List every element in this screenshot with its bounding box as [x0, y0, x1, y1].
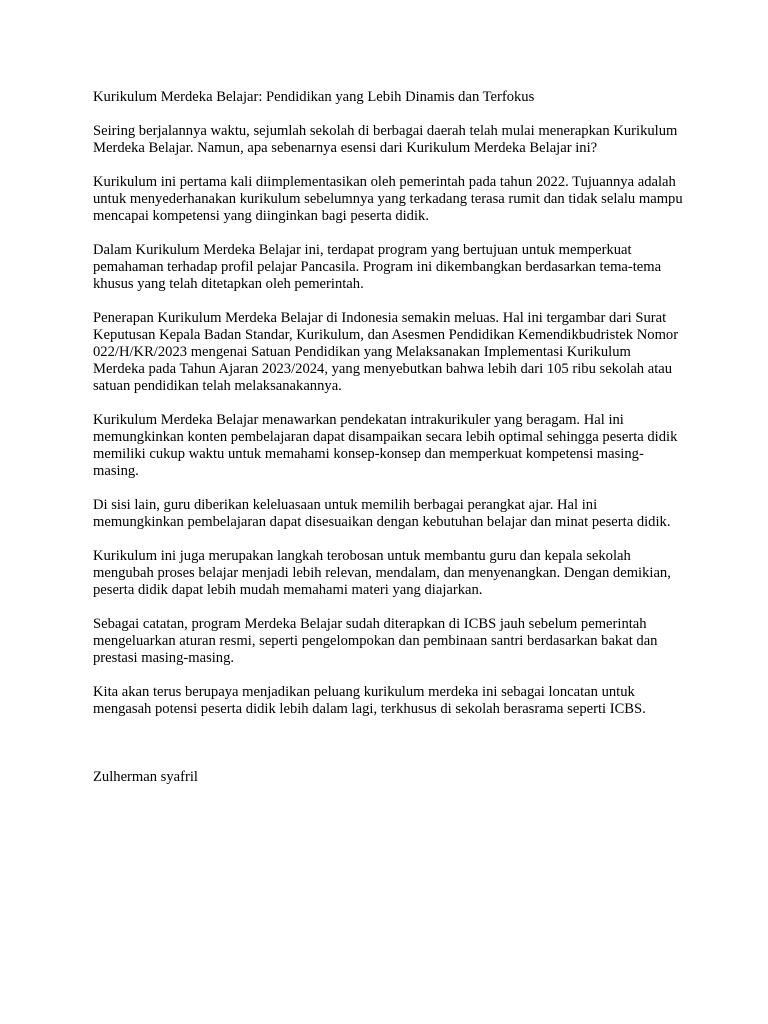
author-name: Zulherman syafril — [93, 769, 198, 785]
spacer — [93, 735, 683, 769]
paragraph: Sebagai catatan, program Merdeka Belajar sudah diterapkan di ICBS jauh sebelum pemerintah mengeluarkan aturan resmi, seperti pengelompokan dan pembinaan santri berdasarkan bakat dan prestasi masing-masing. — [93, 616, 658, 666]
paragraph: Kurikulum Merdeka Belajar menawarkan pendekatan intrakurikuler yang beragam. Hal ini memungkinkan konten pembelajaran dapat disampaikan secara lebih optimal sehingga peserta didik memiliki cukup waktu untuk memahami konsep-konsep dan memperkuat kompetensi masing-masing. — [93, 412, 678, 479]
paragraph: Penerapan Kurikulum Merdeka Belajar di Indonesia semakin meluas. Hal ini tergambar dari Surat Keputusan Kepala Badan Standar, Kurikulum, dan Asesmen Pendidikan Kemendikbudristek Nomor 022/H/KR/2023 mengenai Satuan Pendidikan yang Melaksanakan Implementasi Kurikulum Merdeka pada Tahun Ajaran 2023/2024, yang menyebutkan bahwa lebih dari 105 ribu sekolah atau satuan pendidikan telah melaksanakannya. — [93, 310, 679, 394]
document-body — [93, 89, 683, 786]
document-title: Kurikulum Merdeka Belajar: Pendidikan yang Lebih Dinamis dan Terfokus — [93, 89, 535, 105]
paragraph: Kurikulum ini juga merupakan langkah terobosan untuk membantu guru dan kepala sekolah mengubah proses belajar menjadi lebih relevan, mendalam, dan menyenangkan. Dengan demikian, peserta didik dapat lebih mudah memahami materi yang diajarkan. — [93, 548, 671, 598]
paragraph: Dalam Kurikulum Merdeka Belajar ini, terdapat program yang bertujuan untuk memperkuat pemahaman terhadap profil pelajar Pancasila. Program ini dikembangkan berdasarkan tema-tema khusus yang telah ditetapkan oleh pemerintah. — [93, 242, 662, 292]
paragraph: Kurikulum ini pertama kali diimplementasikan oleh pemerintah pada tahun 2022. Tujuannya adalah untuk menyederhanakan kurikulum sebelumnya yang terkadang terasa rumit dan tidak selalu mampu mencapai kompetensi yang diinginkan bagi peserta didik. — [93, 174, 683, 224]
paragraph: Di sisi lain, guru diberikan keleluasaan untuk memilih berbagai perangkat ajar. Hal ini memungkinkan pembelajaran dapat disesuaikan dengan kebutuhan belajar dan minat peserta didik. — [93, 497, 671, 530]
paragraph: Kita akan terus berupaya menjadikan peluang kurikulum merdeka ini sebagai loncatan untuk mengasah potensi peserta didik lebih dalam lagi, terkhusus di sekolah berasrama seperti ICBS. — [93, 684, 646, 717]
paragraph: Seiring berjalannya waktu, sejumlah sekolah di berbagai daerah telah mulai menerapkan Kurikulum Merdeka Belajar. Namun, apa sebenarnya esensi dari Kurikulum Merdeka Belajar ini? — [93, 123, 678, 156]
